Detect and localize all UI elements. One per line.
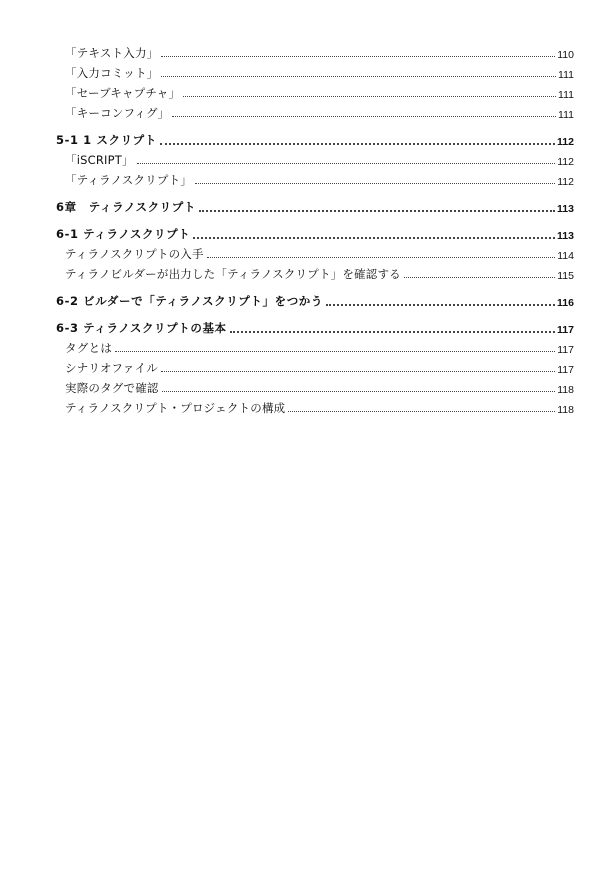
- toc-entry-page: 112: [557, 156, 574, 168]
- toc-entry[interactable]: [56, 396, 574, 416]
- toc-entry-title: 5-1 1 スクリプト: [56, 133, 157, 147]
- toc-entry-title: 実際のタグで確認: [65, 381, 159, 395]
- dot-leader: [230, 331, 555, 333]
- dot-leader: [326, 304, 555, 306]
- dot-leader: [288, 411, 555, 412]
- dot-leader: [199, 210, 555, 212]
- dot-leader: [207, 257, 556, 258]
- toc-entry[interactable]: [56, 101, 574, 121]
- toc-entry-title: 「iSCRIPT」: [65, 153, 134, 167]
- toc-entry-title: 「キーコンフィグ」: [65, 106, 170, 120]
- dot-leader: [115, 351, 555, 352]
- toc-entry-page: 114: [557, 250, 574, 262]
- toc-section-heading[interactable]: [56, 316, 574, 336]
- dot-leader: [195, 183, 555, 184]
- toc-entry-title: 6章 ティラノスクリプト: [56, 200, 196, 214]
- toc-entry[interactable]: [56, 356, 574, 376]
- toc-entry-page: 112: [557, 176, 574, 188]
- toc-entry-page: 111: [558, 89, 574, 101]
- toc-entry-page: 117: [557, 324, 574, 336]
- toc-entry[interactable]: [56, 242, 574, 262]
- toc-entry[interactable]: [56, 262, 574, 282]
- dot-leader: [183, 96, 556, 97]
- toc-entry-title: 「ティラノスクリプト」: [65, 173, 192, 187]
- toc-entry-title: 6-1 ティラノスクリプト: [56, 227, 191, 241]
- toc-entry-page: 118: [557, 404, 574, 416]
- toc-entry[interactable]: [56, 81, 574, 101]
- toc-entry-title: 6-3 ティラノスクリプトの基本: [56, 321, 227, 335]
- toc-entry-page: 118: [557, 384, 574, 396]
- toc-section-heading[interactable]: [56, 289, 574, 309]
- toc-entry-page: 117: [557, 364, 574, 376]
- dot-leader: [161, 371, 555, 372]
- table-of-contents: [56, 41, 574, 416]
- dot-leader: [160, 143, 555, 145]
- toc-entry-title: シナリオファイル: [65, 361, 158, 375]
- dot-leader: [193, 237, 555, 239]
- toc-entry[interactable]: [56, 41, 574, 61]
- toc-entry-page: 110: [557, 49, 574, 61]
- toc-entry-title: 6-2 ビルダーで「ティラノスクリプト」をつかう: [56, 294, 323, 308]
- toc-entry-page: 115: [557, 270, 574, 282]
- toc-entry-title: ティラノビルダーが出力した「ティラノスクリプト」を確認する: [65, 267, 401, 281]
- dot-leader: [404, 277, 555, 278]
- toc-entry[interactable]: [56, 376, 574, 396]
- dot-leader: [137, 163, 556, 164]
- toc-section-heading[interactable]: [56, 222, 574, 242]
- dot-leader: [162, 391, 556, 392]
- toc-entry-title: 「テキスト入力」: [65, 46, 159, 60]
- toc-entry-title: ティラノスクリプトの入手: [65, 247, 204, 261]
- toc-entry-title: タグとは: [65, 341, 113, 355]
- toc-entry-title: 「セーブキャプチャ」: [65, 86, 181, 100]
- toc-entry-page: 113: [557, 230, 574, 242]
- toc-entry[interactable]: [56, 168, 574, 188]
- toc-entry-page: 111: [558, 109, 574, 121]
- toc-chapter-heading[interactable]: [56, 195, 574, 215]
- toc-entry[interactable]: [56, 61, 574, 81]
- dot-leader: [161, 76, 556, 77]
- toc-entry-page: 116: [557, 297, 574, 309]
- toc-entry-page: 112: [557, 136, 574, 148]
- toc-entry[interactable]: [56, 336, 574, 356]
- toc-entry-page: 111: [558, 69, 574, 81]
- dot-leader: [161, 56, 555, 57]
- toc-entry[interactable]: [56, 148, 574, 168]
- toc-entry-page: 117: [557, 344, 574, 356]
- toc-entry-title: ティラノスクリプト・プロジェクトの構成: [65, 401, 286, 415]
- dot-leader: [172, 116, 556, 117]
- toc-entry-page: 113: [557, 203, 574, 215]
- toc-entry-title: 「入力コミット」: [65, 66, 159, 80]
- toc-section-heading[interactable]: [56, 128, 574, 148]
